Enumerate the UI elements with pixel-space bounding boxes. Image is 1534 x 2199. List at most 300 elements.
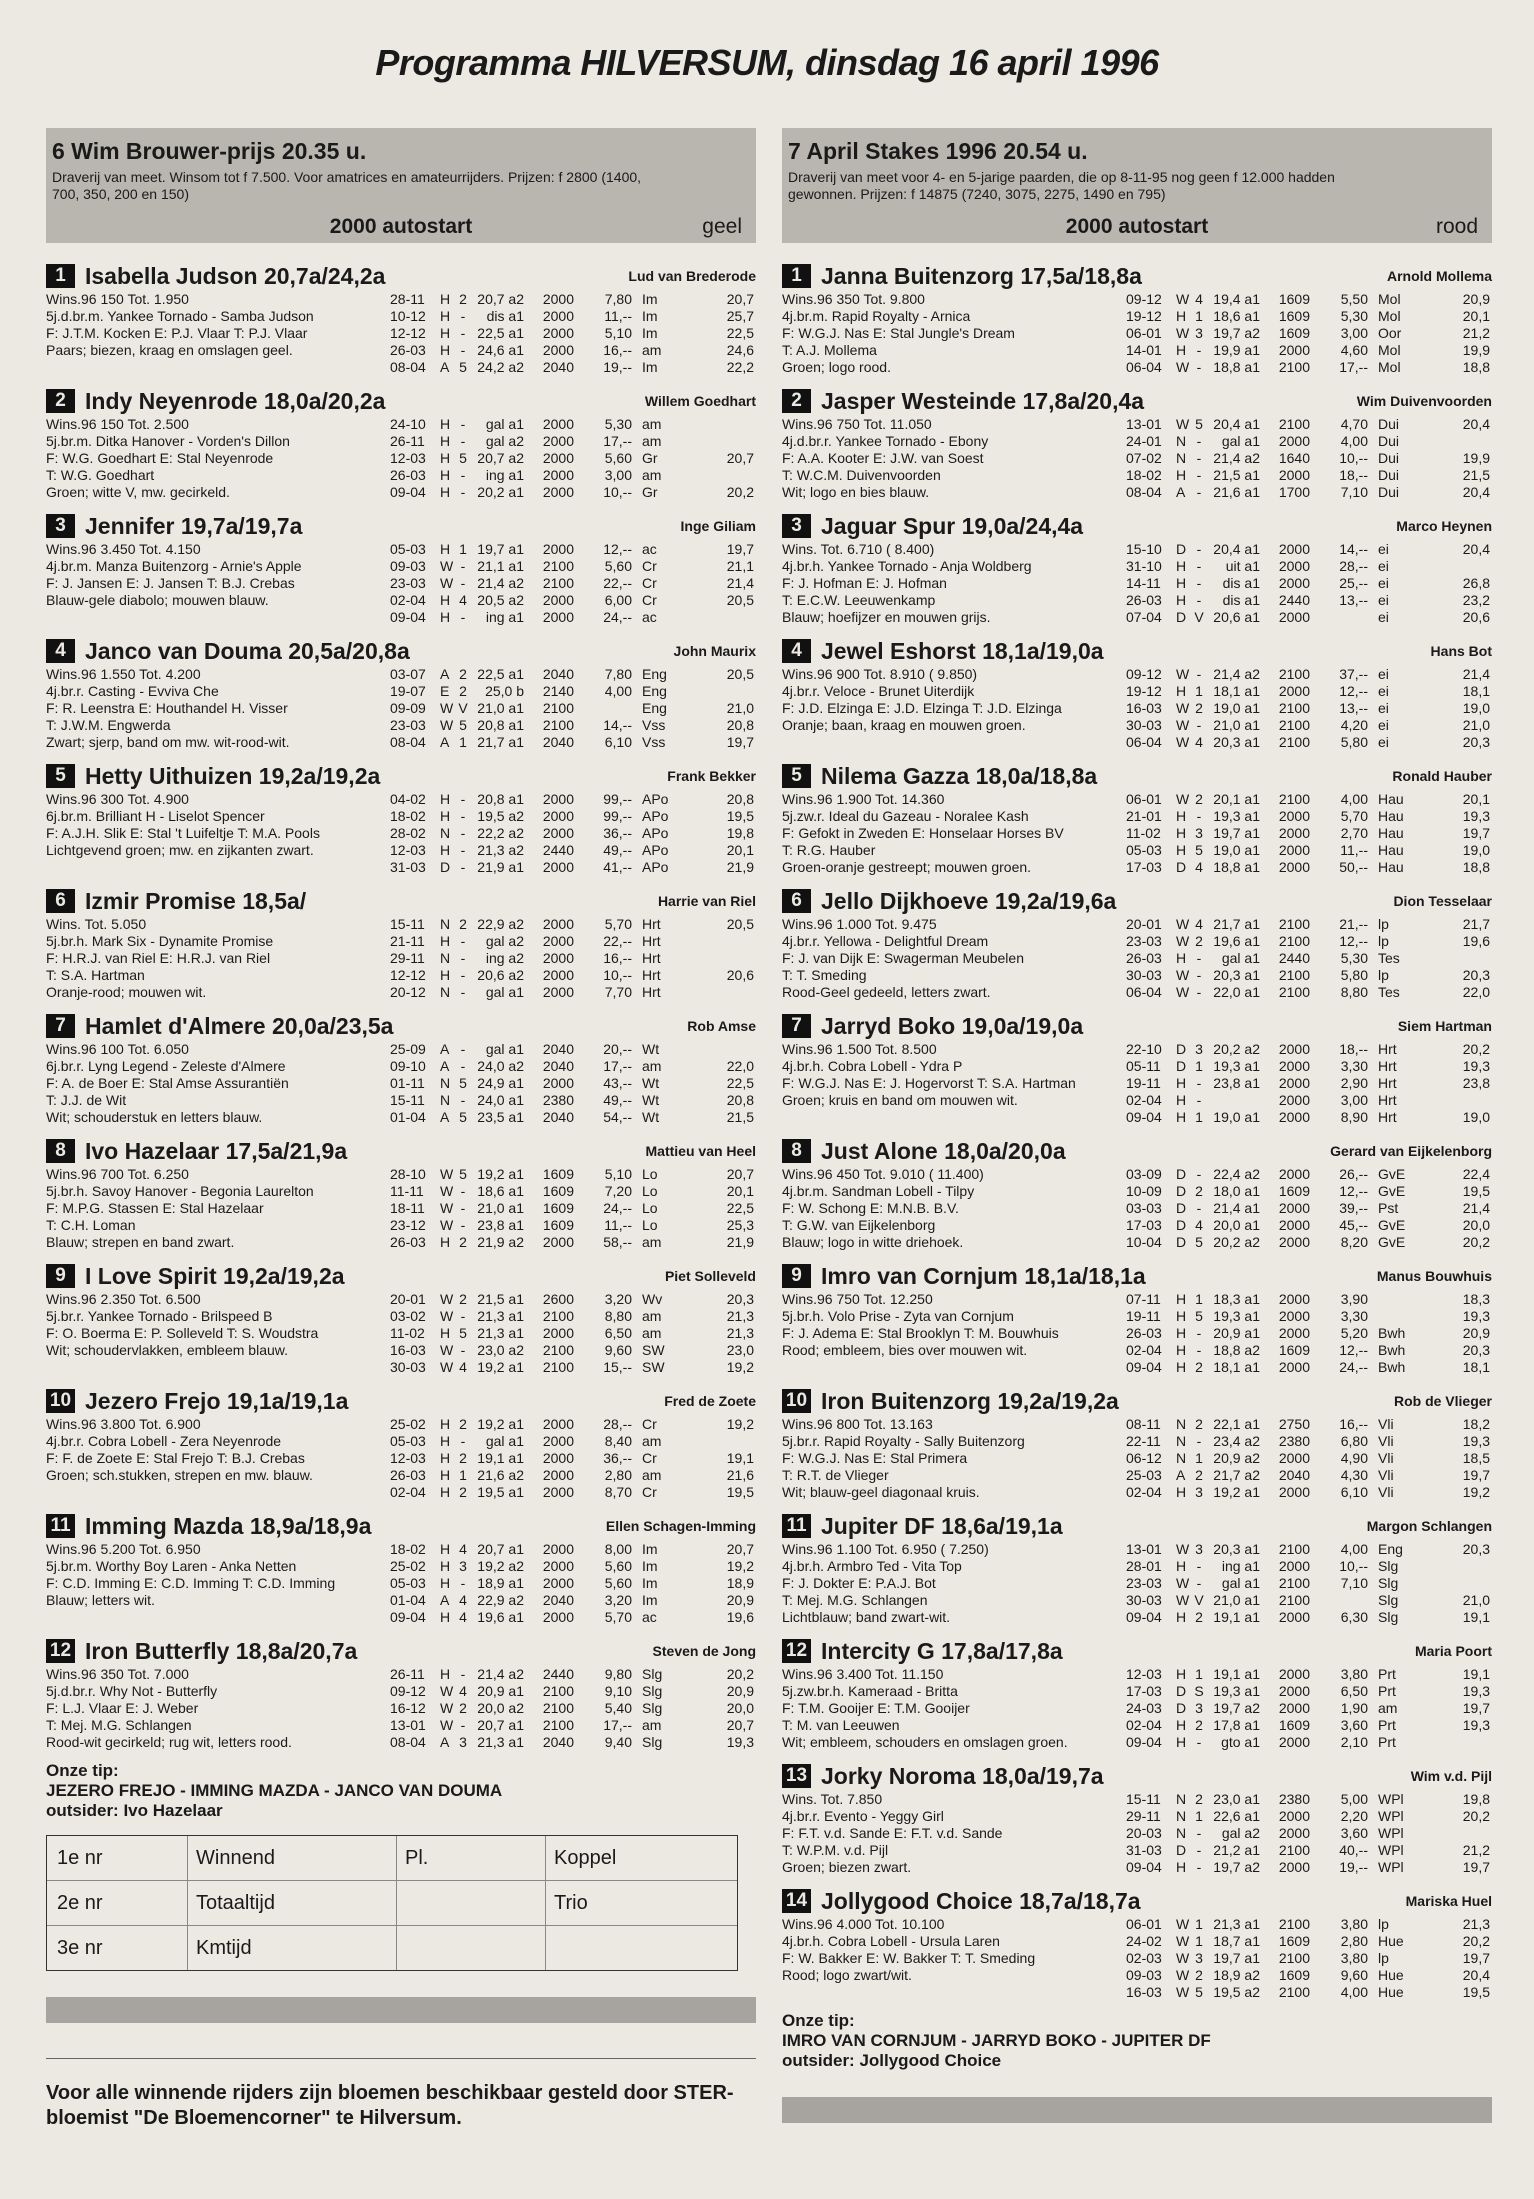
result-cell: 19,3 a1 [1213,1683,1260,1699]
result-cell: 26-03 [390,1234,426,1250]
race-description: Draverij van meet voor 4- en 5-jarige paarden, die op 8-11-95 nog geen f 12.000 hadden gewonnen. Prijzen: f 14875 (7240, 3075, 2275, 1490 en 795) [788,169,1335,202]
horse-body [46,1541,756,1626]
result-cell: H [1176,1717,1187,1733]
result-cell: - [460,467,466,483]
result-cell: H [440,1416,451,1432]
result-cell: A [440,734,450,750]
result-cell [1206,1092,1260,1109]
result-cell: 8,90 [1340,1109,1368,1125]
result-cell: 20,5 [726,916,754,932]
result-cell: 5,30 [604,416,632,432]
horse-info-line: Lichtgevend groen; mw. en zijkanten zwart. [46,842,314,858]
result-cell: 5,80 [1340,734,1368,750]
result-cell: 20,7 [726,1166,754,1182]
horse-info-line: F: F. de Zoete E: Stal Frejo T: B.J. Crebas [46,1450,305,1466]
result-row [390,1092,756,1109]
result-cell: 19,3 a1 [1213,1308,1260,1324]
result-cell: 30-03 [1126,967,1162,983]
horse-info-line: 6j.br.r. Lyng Legend - Zeleste d'Almere [46,1058,286,1074]
result-cell: 09-04 [1126,1109,1162,1125]
horse-header [782,261,1492,291]
result-cell: 19,5 [1462,1183,1490,1199]
result-cell: 3,00 [1340,325,1368,341]
result-cell: 2100 [542,1700,574,1716]
race-results [1126,1416,1492,1501]
horse-info-line: 4j.br.r. Evento - Yeggy Girl [782,1808,944,1824]
horse-name: Just Alone 18,0a/20,0a [821,1137,1066,1164]
result-cell [1368,1291,1430,1308]
result-cell: 09-12 [1126,291,1162,307]
start-number: 11 [782,1514,811,1538]
result-cell [694,984,754,1001]
result-cell: H [440,467,451,483]
horse-header [46,261,756,291]
result-cell [694,416,754,433]
result-cell: 19-11 [1126,1075,1161,1091]
tip-block [46,1761,756,1821]
horse-entry [46,1636,756,1751]
result-cell: gal a1 [485,984,524,1000]
result-cell: H [1176,1325,1187,1341]
result-cell: - [1196,1092,1202,1108]
result-cell: 2 [1195,933,1203,949]
result-cell: 2000 [542,592,574,608]
result-cell [694,1433,754,1450]
result-cell: Hrt [1378,1075,1397,1091]
tip-label: Onze tip: [782,2011,855,2030]
result-cell: 30-03 [390,1359,426,1375]
result-cell: 14-01 [1126,342,1162,358]
result-cell: 2000 [1278,825,1310,841]
driver-name: Siem Hartman [1397,1018,1492,1034]
result-cell: Cr [642,575,657,591]
horse-name: I Love Spirit 19,2a/19,2a [85,1262,345,1289]
result-row [1126,950,1492,967]
result-cell: 5,20 [1340,1325,1368,1341]
result-cell: 5,50 [1340,291,1368,307]
result-cell: 02-04 [1126,1342,1162,1358]
result-cell: H [1176,683,1187,699]
result-row [1126,359,1492,376]
result-row [390,717,756,734]
result-cell: 2100 [542,558,574,574]
result-cell: 2000 [542,1075,574,1091]
horse-info [46,1166,390,1251]
result-cell: 22,4 a2 [1213,1166,1260,1182]
horse-info-line: F: C.D. Imming E: C.D. Imming T: C.D. Imming [46,1575,336,1591]
result-row [1126,467,1492,484]
race-results [1126,916,1492,1001]
horse-info [782,291,1126,376]
bet-cell: Totaaltijd [187,1881,396,1925]
result-cell: H [440,308,451,324]
horse-info-line: Oranje-rood; mouwen wit. [46,984,207,1000]
result-cell: 28-01 [1126,1558,1162,1574]
result-cell: 20,7 a1 [477,1717,524,1733]
result-cell: Cr [642,558,657,574]
result-cell: H [1176,1359,1187,1375]
result-cell: 09-12 [1126,666,1162,682]
result-cell: 2100 [542,575,574,591]
result-cell: 18-11 [390,1200,425,1216]
result-cell: 19,6 a1 [477,1609,524,1625]
result-cell: 12-03 [390,1450,426,1466]
result-row [390,1433,756,1450]
result-cell: 2000 [542,342,574,358]
result-cell: 7,80 [604,666,632,682]
result-cell: 07-11 [1126,1291,1161,1307]
result-cell: 20,2 a1 [477,484,524,500]
result-cell: - [1196,1575,1202,1591]
result-cell: Im [642,359,658,375]
result-row [1126,1541,1492,1558]
horse-info [46,416,390,501]
result-cell: 2 [459,1291,467,1307]
race-results [1126,666,1492,751]
result-cell: 20,9 [1462,1325,1490,1341]
result-cell: 29-11 [390,950,425,966]
result-cell: D [1176,1234,1187,1250]
result-cell [694,467,754,484]
result-cell: Cr [642,1450,657,1466]
result-cell: - [1196,467,1202,483]
result-cell: GvE [1378,1166,1406,1182]
result-cell: 19,2 a1 [1213,1484,1260,1500]
result-cell: 02-04 [390,592,426,608]
horse-info [46,1291,390,1376]
result-cell: 2100 [542,1308,574,1324]
result-cell: 30-03 [1126,1592,1162,1608]
result-cell: 06-04 [1126,984,1162,1000]
race-results [1126,1166,1492,1251]
result-cell: - [1196,717,1202,733]
result-cell: Vli [1378,1416,1394,1432]
result-cell: 6,50 [604,1325,632,1341]
result-cell: 2000 [1278,1058,1310,1074]
result-cell: 21,7 a2 [1213,1467,1260,1483]
result-row [1126,1734,1492,1751]
driver-name: Maria Poort [1414,1643,1492,1659]
horse-info-line: Blauw; letters wit. [46,1592,155,1608]
result-cell: 2100 [542,1359,574,1375]
result-cell: 2040 [542,359,574,375]
result-cell: Eng [642,683,667,699]
result-cell: Wt [642,1109,660,1125]
result-cell: 23,8 a1 [477,1217,524,1233]
result-row [390,1609,756,1626]
result-cell: 2,20 [1340,1808,1368,1824]
result-cell: 5 [459,717,467,733]
result-cell: 3,90 [1340,1291,1368,1307]
result-cell: 7,80 [604,291,632,307]
result-row [1126,1109,1492,1126]
result-cell: 09-03 [1126,1967,1162,1983]
result-cell: 3 [1195,1041,1203,1057]
result-cell: H [440,1484,451,1500]
result-cell: 20,7 [726,291,754,307]
horse-info-line: F: J. van Dijk E: Swagerman Meubelen [782,950,1024,966]
result-cell: 24,2 a2 [477,359,524,375]
result-cell: 20,7 [726,1717,754,1733]
result-cell: 09-04 [390,609,426,625]
result-row [1126,825,1492,842]
horse-header [782,511,1492,541]
horse-info-line: F: O. Boerma E: P. Solleveld T: S. Woudstra [46,1325,319,1341]
horse-info-line: 6j.br.m. Brilliant H - Liselot Spencer [46,808,265,824]
result-cell: 2000 [1278,1359,1310,1375]
result-cell: D [1176,1842,1187,1858]
result-cell: 02-04 [1126,1092,1162,1108]
result-cell: 19,6 [726,1609,754,1625]
bet-cell: Koppel [545,1836,737,1880]
result-cell: H [440,609,451,625]
horse-info-line: 5j.br.h. Volo Prise - Zyta van Cornjum [782,1308,1014,1324]
horse-info [782,1291,1126,1376]
result-cell: 4 [459,1609,467,1625]
result-cell: 12,-- [1339,1342,1368,1358]
horse-info-line: Groen; biezen zwart. [782,1859,912,1875]
result-cell: 20,0 a1 [1213,1217,1260,1233]
result-cell: - [1196,967,1202,983]
result-row [1126,1234,1492,1251]
result-cell: 07-04 [1126,609,1162,625]
result-cell: - [1196,575,1202,591]
result-row [390,825,756,842]
result-cell: 19,7 [1462,1859,1490,1875]
result-cell: 20,0 [1462,1217,1490,1233]
result-cell: 23,5 a1 [477,1109,524,1125]
result-cell: H [440,1234,451,1250]
result-cell: W [1176,984,1190,1000]
result-cell: H [440,541,451,557]
result-cell: 2000 [542,308,574,324]
result-cell: am [1378,1700,1398,1716]
horse-body [782,541,1492,626]
result-cell: Tes [1378,950,1400,966]
result-cell: H [440,342,451,358]
result-row [1126,984,1492,1001]
result-cell: 05-11 [1126,1058,1161,1074]
horse-info-line: Groen; kruis en band om mouwen wit. [782,1092,1018,1108]
result-cell: H [1176,842,1187,858]
result-cell: 24,0 a2 [477,1058,524,1074]
race-color: rood [1435,215,1478,238]
horse-entry [782,386,1492,501]
horse-info-line: Wins.96 1.500 Tot. 8.500 [782,1041,937,1057]
result-cell: 21,9 [726,859,754,875]
result-cell: 2000 [1278,1734,1310,1750]
result-cell: 5 [459,1075,467,1091]
result-cell: W [440,1359,454,1375]
result-cell: Lo [642,1217,658,1233]
start-number: 1 [782,264,811,288]
result-cell: 19,9 [1462,450,1490,466]
result-cell: 1609 [542,1166,574,1182]
result-cell: 3 [1195,825,1203,841]
result-cell: 2 [1195,1717,1203,1733]
result-cell: 8,80 [1340,984,1368,1000]
horse-info-line: Wins.96 150 Tot. 2.500 [46,416,189,432]
horse-info-line: 4j.br.r. Cobra Lobell - Zera Neyenrode [46,1433,282,1449]
result-cell: 2000 [542,1234,574,1250]
horse-info-line: T: W.C.M. Duivenvoorden [782,467,941,483]
result-cell: am [642,1717,662,1733]
result-cell: 16-03 [390,1342,426,1358]
result-cell: 20,3 [1462,1541,1490,1557]
start-number: 4 [46,639,75,663]
result-row [390,1666,756,1683]
result-cell: 2000 [542,416,574,432]
result-cell: 25,0 b [485,683,524,699]
result-cell: Cr [642,1484,657,1500]
horse-info-line: T: R.T. de Vlieger [782,1467,889,1483]
result-row [1126,808,1492,825]
horse-info-line: 4j.br.r. Casting - Evviva Che [46,683,219,699]
result-cell: 17,8 a1 [1213,1717,1260,1733]
result-cell: 4,00 [1340,1541,1368,1557]
result-cell: - [1196,450,1202,466]
result-cell: H [440,1433,451,1449]
result-cell: 9,80 [604,1666,632,1682]
result-cell: W [1176,734,1190,750]
result-cell: Hrt [642,950,661,966]
horse-info-line: Wins.96 1.550 Tot. 4.200 [46,666,201,682]
horse-header [46,386,756,416]
horse-name: Jezero Frejo 19,1a/19,1a [85,1387,349,1414]
result-cell: Hue [1378,1984,1404,2000]
result-cell: 2000 [542,1541,574,1557]
start-number: 3 [46,514,75,538]
result-cell: 18,1 [1462,1359,1490,1375]
horse-header [782,1886,1492,1916]
result-row [1126,734,1492,751]
horse-body [782,1541,1492,1626]
result-cell: 1 [1195,1291,1203,1307]
result-cell: 28,-- [1339,558,1368,574]
horse-list [46,261,756,1751]
horse-body [782,1291,1492,1376]
result-cell: 19,2 [726,1416,754,1432]
result-cell: H [1176,1308,1187,1324]
result-cell: - [1196,1734,1202,1750]
result-cell: - [1196,1342,1202,1358]
result-cell: W [440,1308,454,1324]
result-cell: 18,6 a1 [477,1183,524,1199]
result-cell: 2000 [1278,1308,1310,1324]
result-cell: 3 [1195,1950,1203,1966]
result-cell: 2000 [1278,842,1310,858]
result-cell: Gr [642,484,658,500]
result-cell: 5 [459,1166,467,1182]
result-cell: Hrt [642,967,661,983]
result-cell: - [460,933,466,949]
result-row [1126,933,1492,950]
result-cell: 45,-- [1339,1217,1368,1233]
result-cell: gal a1 [1221,950,1260,966]
horse-info-line: T: J.W.M. Engwerda [46,717,171,733]
horse-entry [782,1386,1492,1501]
driver-name: Dion Tesselaar [1393,893,1492,909]
result-cell: D [1176,1217,1187,1233]
result-cell: 2000 [1278,1683,1310,1699]
horse-name: Jewel Eshorst 18,1a/19,0a [821,637,1104,664]
result-cell: ing a1 [485,609,524,625]
result-cell: 09-09 [390,700,426,716]
result-row [390,575,756,592]
result-cell: 20,9 a1 [477,1683,524,1699]
result-cell: 20,-- [603,1041,632,1057]
result-cell: 1609 [542,1217,574,1233]
result-cell: 2 [1195,1967,1203,1983]
result-cell: am [642,1325,662,1341]
result-cell: am [642,342,662,358]
result-cell: H [440,842,451,858]
start-number: 12 [782,1639,811,1663]
start-number: 4 [782,639,811,663]
horse-info-line: F: W. Bakker E: W. Bakker T: T. Smeding [782,1950,1036,1966]
result-cell: 2 [1195,700,1203,716]
result-cell: 7,10 [1340,1575,1368,1591]
result-cell: am [642,1234,662,1250]
result-cell: Hrt [1378,1092,1397,1108]
result-cell: 25-02 [390,1558,426,1574]
result-cell: ei [1378,683,1389,699]
race-results [390,1041,756,1126]
horse-info-line: F: W. Schong E: M.N.B. B.V. [782,1200,959,1216]
result-cell: 2 [1195,1791,1203,1807]
horse-info-line: F: W.G.J. Nas E: Stal Primera [782,1450,968,1466]
result-cell: WPl [1378,1791,1404,1807]
result-cell: 09-12 [390,1683,426,1699]
result-cell: 4,00 [1340,1984,1368,2000]
result-cell: 1 [459,1467,467,1483]
result-cell: H [1176,558,1187,574]
result-cell: - [460,842,466,858]
result-cell: Slg [1378,1609,1399,1625]
result-cell: ei [1378,575,1389,591]
result-cell: 2440 [542,1666,574,1682]
result-cell: 9,60 [604,1342,632,1358]
result-cell: W [440,1217,454,1233]
result-cell: 24,6 a1 [477,342,524,358]
horse-info-line: Blauw; hoefijzer en mouwen grijs. [782,609,991,625]
result-row [1126,1075,1492,1092]
horse-info-line: Wit; schouderstuk en letters blauw. [46,1109,263,1125]
horse-body [46,1291,756,1376]
horse-entry [46,1511,756,1626]
horse-info-line: Blauw; logo in witte driehoek. [782,1234,964,1250]
result-cell: 1609 [1278,325,1310,341]
horse-info-line: 5j.zw.br.h. Kameraad - Britta [782,1683,958,1699]
result-cell: 5,60 [604,558,632,574]
result-cell: 5 [459,1325,467,1341]
horse-header [46,761,756,791]
result-cell: 2100 [1278,717,1310,733]
result-cell: 20,9 [726,1592,754,1608]
result-cell: 2100 [1278,791,1310,807]
result-cell: 2000 [1278,575,1310,591]
result-cell: 22-10 [1126,1041,1162,1057]
result-cell: W [1176,416,1190,432]
horse-info-line: F: A.A. Kooter E: J.W. van Soest [782,450,984,466]
result-row [390,1575,756,1592]
footer-note: Voor alle winnende rijders zijn bloemen beschikbaar gesteld door STER-bloemist "De Bloemencorner" te Hilversum. [46,2082,734,2129]
result-cell: 11-02 [1126,825,1161,841]
result-row [390,984,756,1001]
result-cell: 20,3 [1462,734,1490,750]
result-cell: 15,-- [603,1359,632,1375]
result-cell: 26-03 [390,342,426,358]
